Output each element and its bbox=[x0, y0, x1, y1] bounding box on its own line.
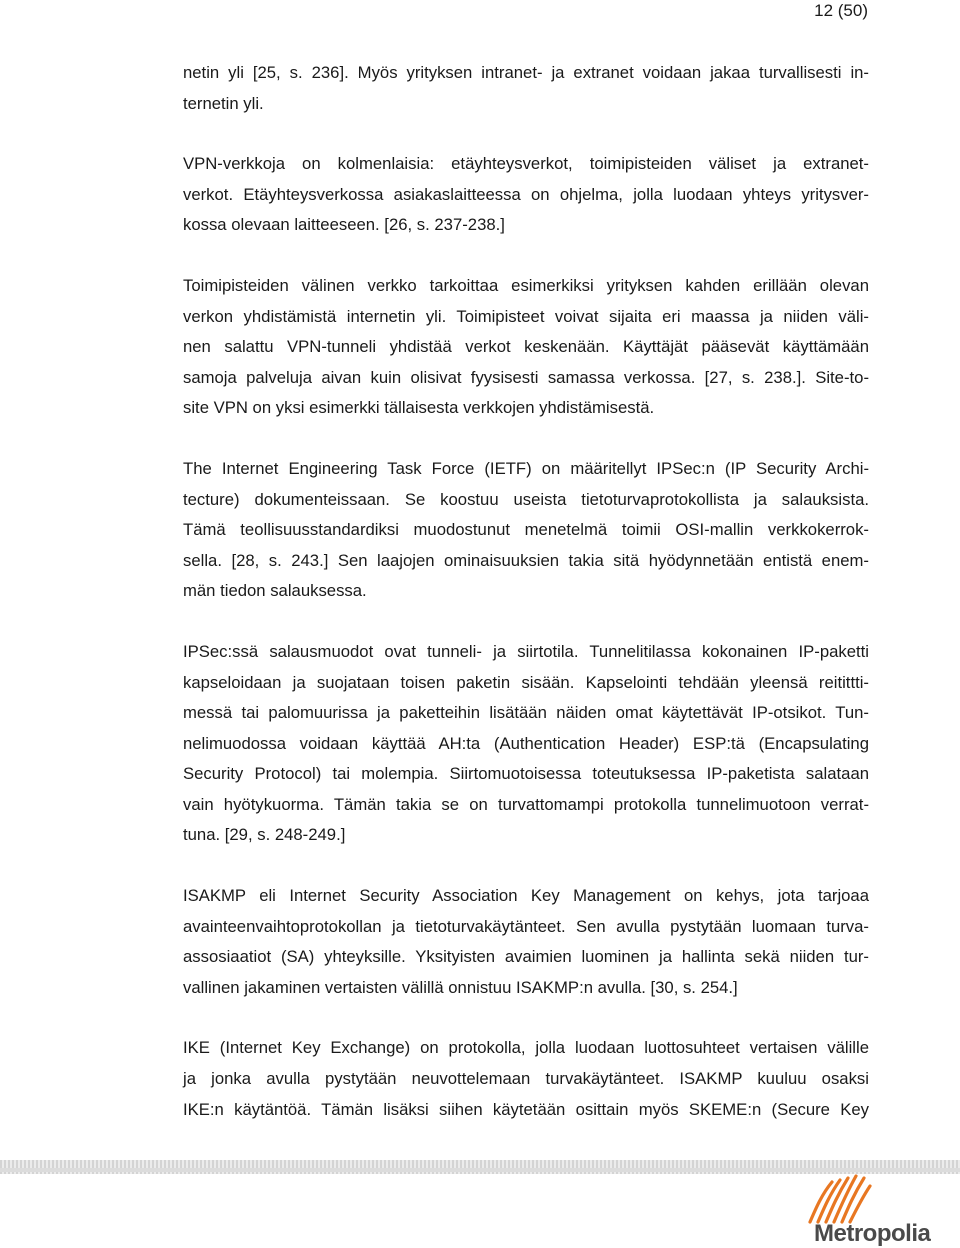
paragraph-2 bbox=[183, 149, 869, 241]
logo-text: Metropolia bbox=[814, 1220, 931, 1247]
text-line: netin yli [25, s. 236]. Myös yrityksen intranet- ja extranet voidaan jakaa turvallisesti in- bbox=[183, 63, 869, 82]
text-line: avainteenvaihtoprotokollan ja tietoturvakäytänteet. Sen avulla pystytään luomaan turva- bbox=[183, 916, 869, 936]
text-line: site VPN on yksi esimerkki tällaisesta verkkojen yhdistämisestä. bbox=[183, 398, 655, 418]
document-body bbox=[183, 58, 869, 1155]
metropolia-logo-icon bbox=[804, 1172, 874, 1226]
text-line: ja jonka avulla pystytään neuvottelemaan turvakäytänteet. ISAKMP kuuluu osaksi bbox=[183, 1069, 869, 1089]
paragraph-7 bbox=[183, 1033, 869, 1125]
text-line: nelimuodossa voidaan käyttää AH:ta (Authentication Header) ESP:tä (Encapsulating bbox=[183, 733, 869, 753]
text-line: vallinen jakaminen vertaisten välillä onnistuu ISAKMP:n avulla. [30, s. 254.] bbox=[183, 977, 738, 997]
text-line: assosiaatiot (SA) yhteyksille. Yksityisten avaimien luominen ja hallinta sekä niiden tur- bbox=[183, 947, 869, 967]
text-line: Security Protocol) tai molempia. Siirtomuotoisessa toteutuksessa IP-paketista salataan bbox=[183, 764, 869, 784]
paragraph-6 bbox=[183, 881, 869, 1003]
text-line: verkon yhdistämistä internetin yli. Toimipisteet voivat sijaita eri maassa ja niiden väli- bbox=[183, 306, 869, 326]
text-line: ISAKMP eli Internet Security Association Key Management on kehys, jota tarjoaa bbox=[183, 886, 869, 906]
text-line: kapseloidaan ja suojataan toisen paketin sisään. Kapselointi tehdään yleensä reitittti- bbox=[183, 672, 869, 692]
metropolia-logo bbox=[796, 1172, 946, 1246]
text-line: tuna. [29, s. 248-249.] bbox=[183, 825, 346, 845]
text-line: verkot. Etäyhteysverkossa asiakaslaitteessa on ohjelma, jolla luodaan yhteys yritysver- bbox=[183, 184, 869, 204]
text-line: IKE:n käytäntöä. Tämän lisäksi siihen käytetään osittain myös SKEME:n (Secure Key bbox=[183, 1099, 869, 1119]
text-line: tecture) dokumenteissaan. Se koostuu useista tietoturvaprotokollista ja salauksista. bbox=[183, 489, 869, 509]
paragraph-5 bbox=[183, 637, 869, 851]
page-number: 12 (50) bbox=[814, 1, 868, 20]
text-line: The Internet Engineering Task Force (IETF) on määritellyt IPSec:n (IP Security Archi- bbox=[183, 458, 869, 478]
text-line: män tiedon salauksessa. bbox=[183, 581, 367, 601]
text-line: VPN-verkkoja on kolmenlaisia: etäyhteysverkot, toimipisteiden väliset ja extranet- bbox=[183, 154, 869, 174]
text-line: IPSec:ssä salausmuodot ovat tunneli- ja siirtotila. Tunnelitilassa kokonainen IP-paketti bbox=[183, 641, 869, 661]
text-line: ternetin yli. bbox=[183, 93, 264, 113]
text-line: nen salattu VPN-tunneli yhdistää verkot keskenään. Käyttäjät pääsevät käyttämään bbox=[183, 337, 869, 357]
text-line: vain hyötykuorma. Tämän takia se on turvattomampi protokolla tunnelimuotoon verrat- bbox=[183, 794, 869, 814]
text-line: IKE (Internet Key Exchange) on protokolla, jolla luodaan luottosuhteet vertaisen välille bbox=[183, 1038, 869, 1058]
text-line: kossa olevaan laitteeseen. [26, s. 237-238.] bbox=[183, 215, 505, 235]
paragraph-1 bbox=[183, 58, 869, 119]
text-line: Toimipisteiden välinen verkko tarkoittaa esimerkiksi yrityksen kahden erillään olevan bbox=[183, 275, 869, 295]
text-line: samoja palveluja aivan kuin olisivat fyysisesti samassa verkossa. [27, s. 238.]. Site-to- bbox=[183, 367, 869, 387]
text-line: messä tai palomuurissa ja paketteihin lisätään näiden omat käytettävät IP-otsikot. Tun- bbox=[183, 703, 869, 723]
paragraph-3 bbox=[183, 271, 869, 424]
text-line: Tämä teollisuusstandardiksi muodostunut menetelmä toimii OSI-mallin verkkokerrok- bbox=[183, 520, 869, 540]
text-line: sella. [28, s. 243.] Sen laajojen ominaisuuksien takia sitä hyödynnetään entistä enem- bbox=[183, 550, 869, 570]
paragraph-4 bbox=[183, 454, 869, 607]
